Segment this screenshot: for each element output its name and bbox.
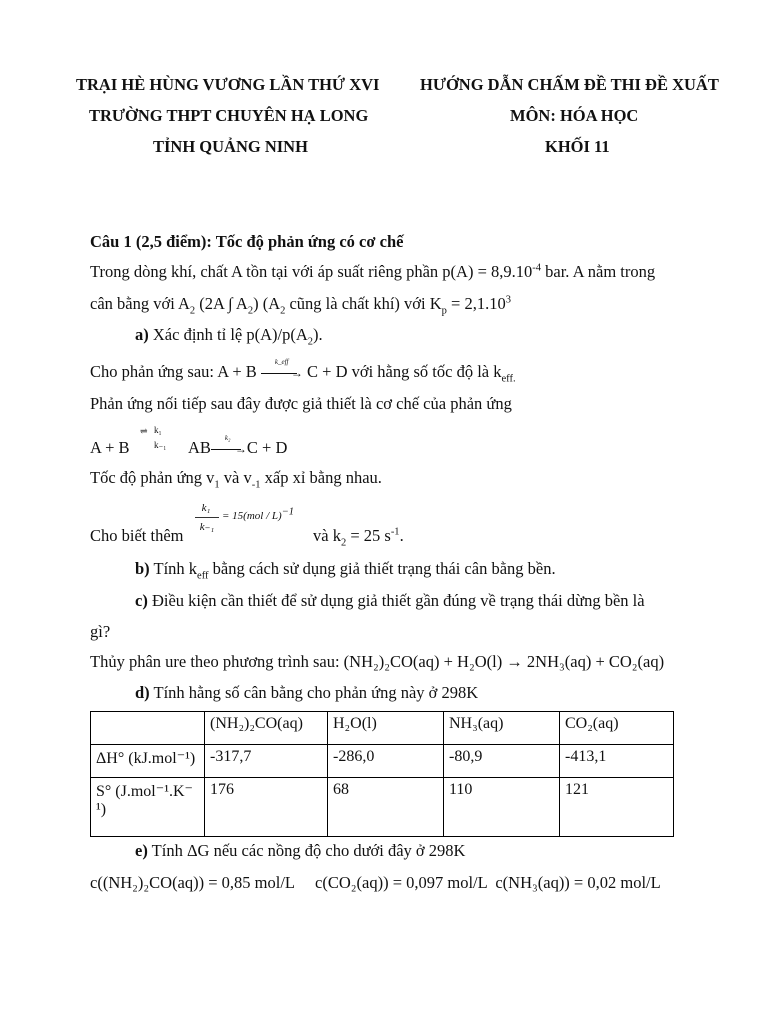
row2-label-b: ¹)	[96, 801, 107, 818]
row2-label-a: S° (J.mol⁻¹.K⁻	[96, 783, 193, 800]
p1-text-b: bar. A nằm trong	[541, 262, 656, 281]
reaction-arrow: → k_eff	[261, 368, 303, 378]
item-a-text: Xác định tỉ lệ p(A)/p(A	[148, 325, 308, 344]
p2-text-e: = 2,1.10	[446, 294, 506, 313]
table-cell: 121	[560, 778, 674, 837]
p2-text-b: (2A ∫ A	[195, 294, 248, 313]
table-cell: -80,9	[444, 745, 560, 778]
fraction-value-text: = 15(mol / L)	[222, 510, 282, 522]
header-left-line1: TRẠI HÈ HÙNG VƯƠNG LẦN THỨ XVI	[76, 75, 380, 94]
table-row	[91, 778, 674, 837]
paragraph-1	[90, 262, 655, 282]
table-row-label	[91, 778, 205, 837]
question-number: Câu 1 (2,5 điểm)	[90, 232, 207, 251]
p2-sub-p: p	[441, 305, 447, 317]
header-right-line1: HƯỚNG DẪN CHẤM ĐỀ THI ĐỀ XUẤT	[420, 75, 719, 94]
item-c	[135, 591, 645, 611]
p1-text-a: Trong dòng khí, chất A tồn tại với áp suất riêng phần p(A) = 8,9.10	[90, 262, 533, 281]
item-d-text: Tính hằng số cân bằng cho phản ứng này ở 298K	[149, 683, 479, 702]
p3-text-a: Cho phản ứng sau: A + B	[90, 362, 261, 381]
arrow-label: k_eff	[274, 358, 289, 367]
question-title	[90, 232, 403, 252]
paragraph-7: Thủy phân ure theo phương trình sau: (NH₂)₂CO(aq) + H₂O(l) → 2NH₃(aq) + CO₂(aq)	[90, 652, 665, 671]
item-d	[135, 683, 478, 703]
table-cell: 110	[444, 778, 560, 837]
mechanism-reactants: A + B	[90, 438, 130, 457]
p2-sub-c: 2	[280, 305, 286, 317]
item-c-text: Điều kiện cần thiết để sử dụng giả thiết gần đúng về trạng thái dừng bền là	[147, 591, 645, 610]
paragraph-2	[90, 294, 511, 317]
paragraph-6-rest	[313, 526, 404, 549]
item-c-label: c)	[135, 591, 148, 610]
fraction-exponent: −1	[281, 506, 295, 518]
table-cell: 176	[205, 778, 328, 837]
fraction-bar	[195, 517, 219, 518]
table-header-cell: NH₃(aq)	[444, 712, 560, 745]
item-e-label: e)	[135, 841, 148, 860]
p2-text-d: cũng là chất khí) với K	[285, 294, 442, 313]
mechanism-k-1: k₋₁	[154, 440, 167, 450]
p2-text-c: ) (A	[253, 294, 281, 313]
p3-sub: eff.	[501, 373, 516, 385]
p5-text-c: xấp xỉ bằng nhau.	[260, 468, 382, 487]
item-b-sub: eff	[197, 570, 209, 582]
item-a-label: a)	[135, 325, 149, 344]
item-e-text: Tính ΔG nếu các nồng độ cho dưới đây ở 298K	[147, 841, 466, 860]
mechanism-intermediate	[188, 434, 288, 458]
p5-sub2: -1	[251, 479, 261, 491]
item-c-continued: gì?	[90, 622, 111, 641]
fraction-value	[222, 506, 295, 522]
item-a	[135, 325, 323, 348]
p2-text-a: cân bằng với A	[90, 294, 190, 313]
p5-sub1: 1	[214, 479, 220, 491]
header-left-line3: TỈNH QUẢNG NINH	[153, 137, 308, 156]
question-topic: : Tốc độ phản ứng có cơ chế	[206, 232, 404, 251]
table-header-cell: (NH₂)₂CO(aq)	[205, 712, 328, 745]
p2-sub-b: 2	[247, 305, 254, 317]
item-d-label: d)	[135, 683, 150, 702]
mechanism-k1: k₁	[154, 425, 162, 435]
mechanism-k2: k₂	[224, 434, 231, 443]
thermo-table	[90, 711, 674, 837]
item-e	[135, 841, 465, 861]
header-right-line2: MÔN: HÓA HỌC	[510, 106, 639, 125]
p6-sub: 2	[340, 537, 347, 549]
p6-text-d: .	[399, 526, 404, 545]
p6-exponent: -1	[390, 526, 400, 538]
paragraph-6-label: Cho biết thêm	[90, 526, 184, 545]
concentrations: c((NH₂)₂CO(aq)) = 0,85 mol/L c(CO₂(aq)) = 0,097 mol/L c(NH₃(aq)) = 0,02 mol/L	[90, 873, 661, 892]
item-b-text-a: Tính k	[149, 559, 198, 578]
mechanism-arrow: → k₂	[211, 444, 247, 454]
table-cell: 68	[328, 778, 444, 837]
intermediate-ab: AB	[188, 438, 211, 457]
item-b	[135, 559, 556, 582]
paragraph-3	[90, 358, 516, 385]
mechanism-products: C + D	[246, 438, 288, 457]
p6-text-b: và k	[313, 526, 341, 545]
table-cell: -286,0	[328, 745, 444, 778]
item-a-sub: 2	[307, 336, 313, 348]
header-right-line3: KHỐI 11	[545, 137, 610, 156]
fraction-numerator: k₁	[201, 502, 211, 514]
p6-text-c: = 25 s	[346, 526, 391, 545]
table-cell: -413,1	[560, 745, 674, 778]
fraction-denominator: k₋₁	[199, 521, 215, 533]
p1-exponent: -4	[532, 262, 542, 274]
table-header-cell	[91, 712, 205, 745]
header-left-line2: TRƯỜNG THPT CHUYÊN HẠ LONG	[89, 106, 369, 125]
equilibrium-arrows-icon: ⇌	[140, 426, 148, 436]
table-row-label: ΔH° (kJ.mol⁻¹)	[91, 745, 205, 778]
table-cell: -317,7	[205, 745, 328, 778]
item-b-text-b: bằng cách sử dụng giả thiết trạng thái cân bằng bền.	[208, 559, 556, 578]
p5-text-a: Tốc độ phản ứng v	[90, 468, 215, 487]
table-row	[91, 745, 674, 778]
table-header-cell: H₂O(l)	[328, 712, 444, 745]
p2-exponent: 3	[505, 294, 511, 306]
item-a-end: ).	[313, 325, 323, 344]
paragraph-5	[90, 468, 382, 491]
item-b-label: b)	[135, 559, 150, 578]
p5-text-b: và v	[219, 468, 252, 487]
table-header-row	[91, 712, 674, 745]
table-header-cell: CO₂(aq)	[560, 712, 674, 745]
paragraph-4: Phản ứng nối tiếp sau đây được giả thiết là cơ chế của phản ứng	[90, 394, 512, 413]
p3-text-b: C + D với hằng số tốc độ là k	[302, 362, 502, 381]
p2-sub-a: 2	[189, 305, 196, 317]
